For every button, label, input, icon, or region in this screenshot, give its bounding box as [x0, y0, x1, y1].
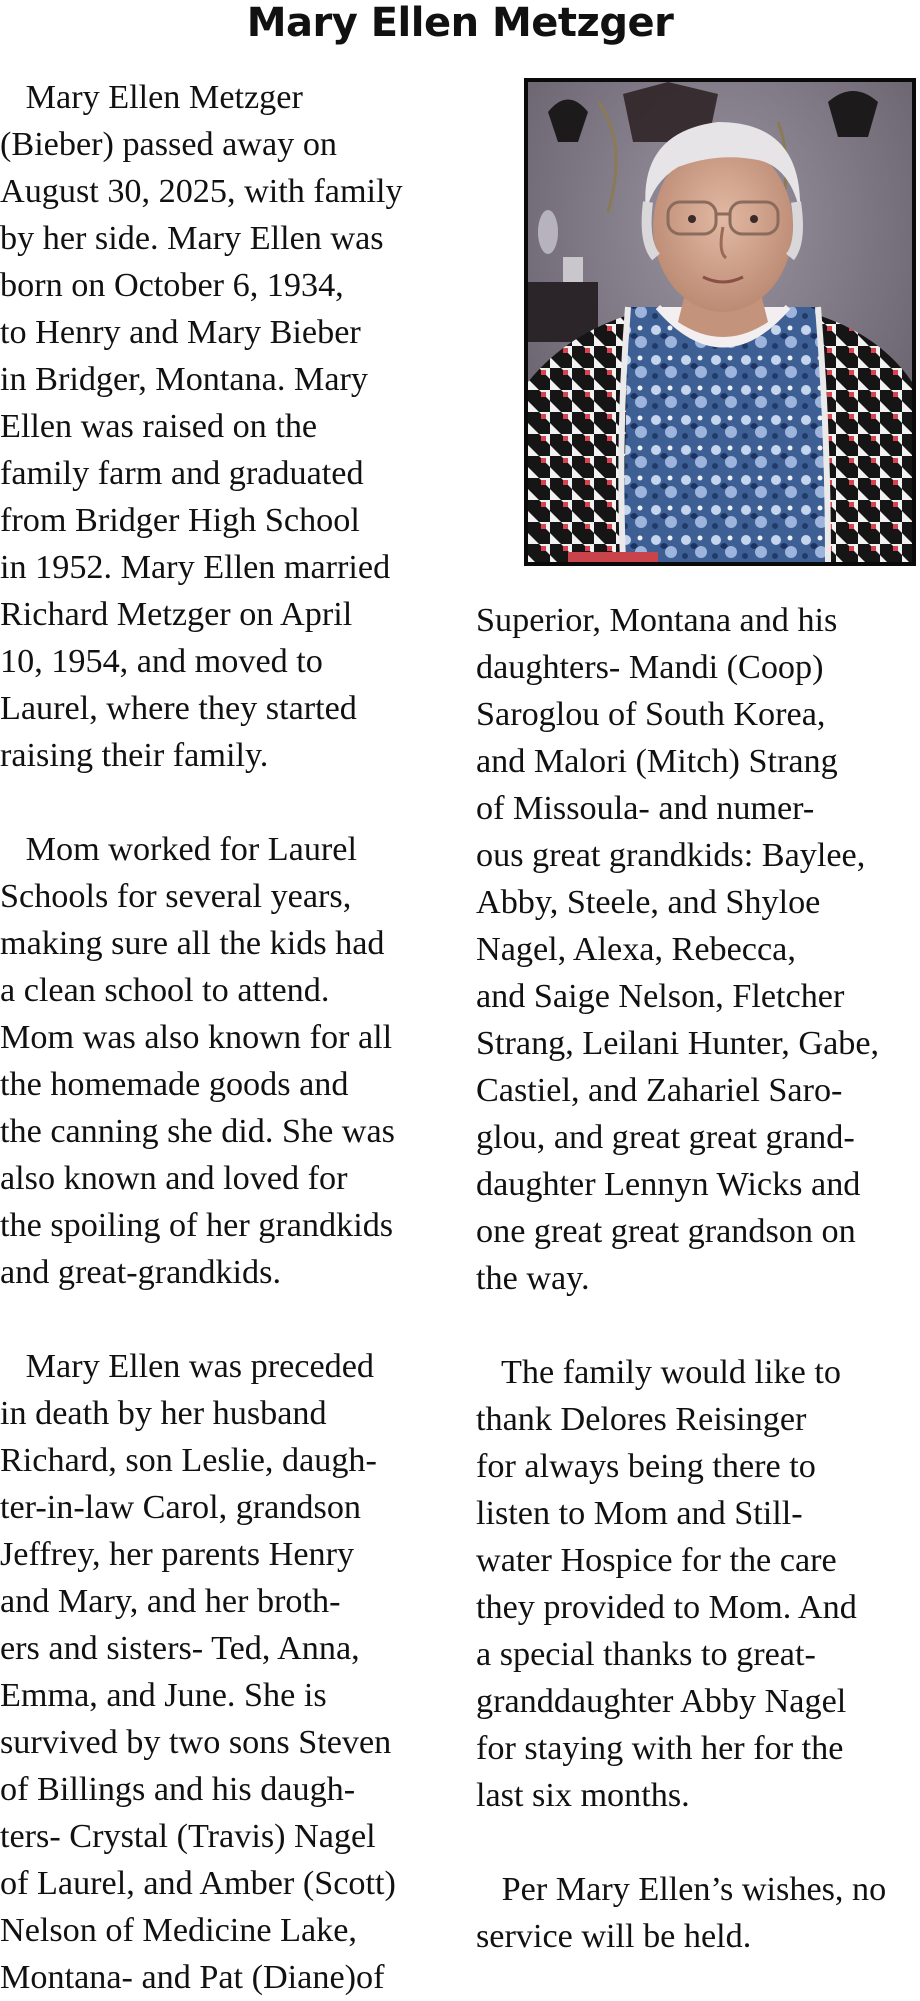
text-line: the spoiling of her grandkids: [0, 1207, 394, 1244]
paragraph-gap: [0, 1296, 452, 1343]
text-line: water Hospice for the care: [476, 1542, 837, 1579]
text-line: Nelson of Medicine Lake,: [0, 1912, 357, 1949]
text-line: Schools for several years,: [0, 878, 352, 915]
text-line: the way.: [476, 1260, 590, 1297]
text-line: a clean school to attend.: [0, 972, 330, 1009]
text-line: in 1952. Mary Ellen married: [0, 549, 391, 586]
text-line: The family would like to: [476, 1354, 841, 1391]
obituary-title: Mary Ellen Metzger: [246, 0, 674, 46]
paragraph-gap: [476, 1302, 920, 1349]
text-line: in death by her husband: [0, 1395, 327, 1432]
text-line: raising their family.: [0, 737, 269, 774]
text-line: Strang, Leilani Hunter, Gabe,: [476, 1025, 880, 1062]
text-line: Richard, son Leslie, daugh-: [0, 1442, 377, 1479]
text-line: ter-in-law Carol, grandson: [0, 1489, 362, 1526]
portrait-illustration: [528, 82, 912, 562]
right-text-column: [476, 597, 920, 1960]
text-line: (Bieber) passed away on: [0, 126, 338, 163]
text-line: daughters- Mandi (Coop): [476, 649, 824, 686]
text-line: one great great grandson on: [476, 1213, 856, 1250]
text-line: granddaughter Abby Nagel: [476, 1683, 847, 1720]
text-line: Laurel, where they started: [0, 690, 357, 727]
text-line: and Mary, and her broth-: [0, 1583, 341, 1620]
text-line: by her side. Mary Ellen was: [0, 220, 384, 257]
text-line: survived by two sons Steven: [0, 1724, 392, 1761]
text-line: Ellen was raised on the: [0, 408, 318, 445]
portrait-photo: [524, 78, 916, 566]
text-line: Emma, and June. She is: [0, 1677, 327, 1714]
text-line: thank Delores Reisinger: [476, 1401, 807, 1438]
text-line: of Missoula- and numer-: [476, 790, 815, 827]
text-line: for always being there to: [476, 1448, 816, 1485]
text-line: Abby, Steele, and Shyloe: [476, 884, 821, 921]
paragraph-gap: [0, 779, 452, 826]
text-line: family farm and graduated: [0, 455, 364, 492]
paragraph-gap: [476, 1819, 920, 1866]
text-line: ters- Crystal (Travis) Nagel: [0, 1818, 376, 1855]
text-line: Nagel, Alexa, Rebecca,: [476, 931, 796, 968]
text-line: the canning she did. She was: [0, 1113, 395, 1150]
text-line: listen to Mom and Still-: [476, 1495, 803, 1532]
text-line: to Henry and Mary Bieber: [0, 314, 361, 351]
text-line: ous great grandkids: Baylee,: [476, 837, 866, 874]
text-line: Per Mary Ellen’s wishes, no: [476, 1871, 887, 1908]
text-line: service will be held.: [476, 1918, 752, 1955]
text-line: August 30, 2025, with family: [0, 173, 403, 210]
text-line: ers and sisters- Ted, Anna,: [0, 1630, 360, 1667]
text-line: they provided to Mom. And: [476, 1589, 857, 1626]
text-line: Richard Metzger on April: [0, 596, 353, 633]
text-line: Jeffrey, her parents Henry: [0, 1536, 355, 1573]
text-line: Superior, Montana and his: [476, 602, 838, 639]
text-line: making sure all the kids had: [0, 925, 385, 962]
text-line: daughter Lennyn Wicks and: [476, 1166, 861, 1203]
text-line: Mom was also known for all: [0, 1019, 393, 1056]
text-line: of Billings and his daugh-: [0, 1771, 356, 1808]
left-text-column: [0, 74, 452, 2001]
text-line: the homemade goods and: [0, 1066, 349, 1103]
text-line: born on October 6, 1934,: [0, 267, 344, 304]
text-line: of Laurel, and Amber (Scott): [0, 1865, 396, 1902]
text-line: and Saige Nelson, Fletcher: [476, 978, 845, 1015]
text-line: 10, 1954, and moved to: [0, 643, 323, 680]
text-line: Mom worked for Laurel: [0, 831, 357, 868]
text-line: Saroglou of South Korea,: [476, 696, 826, 733]
text-line: Mary Ellen Metzger: [0, 79, 303, 116]
text-line: last six months.: [476, 1777, 690, 1814]
text-line: from Bridger High School: [0, 502, 360, 539]
text-line: a special thanks to great-: [476, 1636, 816, 1673]
text-line: and Malori (Mitch) Strang: [476, 743, 838, 780]
text-line: glou, and great great grand-: [476, 1119, 855, 1156]
text-line: for staying with her for the: [476, 1730, 844, 1767]
text-line: and great-grandkids.: [0, 1254, 281, 1291]
text-line: Mary Ellen was preceded: [0, 1348, 375, 1385]
text-line: in Bridger, Montana. Mary: [0, 361, 368, 398]
text-line: also known and loved for: [0, 1160, 348, 1197]
text-line: Montana- and Pat (Diane)of: [0, 1959, 385, 1996]
text-line: Castiel, and Zahariel Saro-: [476, 1072, 843, 1109]
